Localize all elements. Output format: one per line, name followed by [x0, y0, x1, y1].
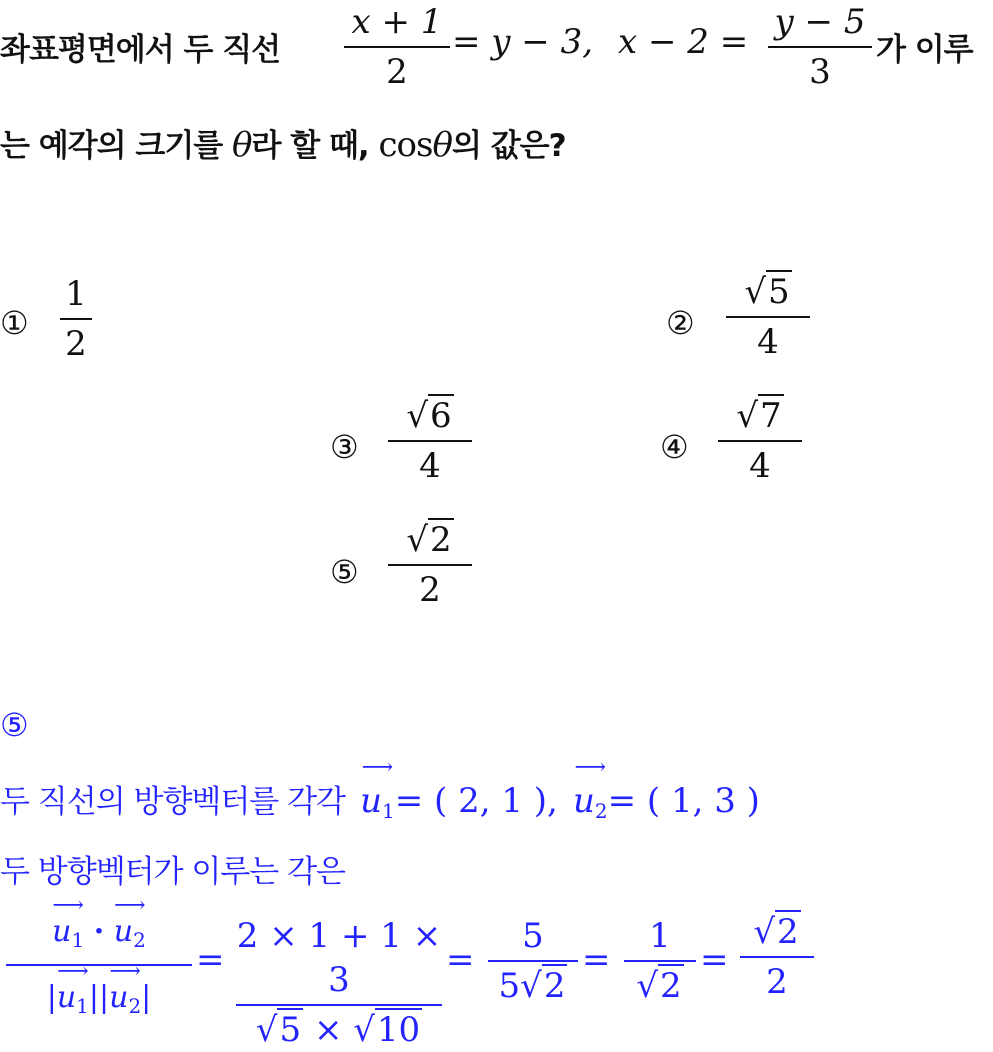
problem-line2-b: 라 할 때,: [251, 128, 369, 164]
fraction-bar: [344, 46, 450, 48]
fraction-denominator: 5√2: [498, 966, 566, 1006]
fraction-denominator: 4: [419, 446, 441, 486]
fraction-bar: [768, 46, 872, 48]
solution-fraction-5: [740, 910, 814, 1004]
solution-line2-text: 두 방향벡터가 이루는 각은: [0, 854, 345, 890]
fraction-denominator: 4: [749, 446, 771, 486]
solution-fraction-dot-product: [6, 893, 192, 1028]
solution-line1-text: 두 직선의 방향벡터를 각각: [0, 784, 345, 820]
choice-4-marker: ④: [660, 428, 689, 466]
theta-symbol: θ: [232, 125, 252, 165]
choice-1-marker: ①: [0, 304, 29, 342]
fraction-bar: [624, 960, 696, 962]
choice-4-fraction: [718, 394, 802, 488]
fraction-bar: [236, 1004, 442, 1006]
fraction-numerator: √2: [406, 520, 452, 560]
equals-sign: =: [446, 940, 475, 980]
equation-fraction-2: [768, 0, 872, 94]
problem-line2: [0, 120, 566, 165]
equation-rhs-1: = y − 3,: [452, 22, 594, 62]
vector-u1: ⟶ $u_1=$ ( 2, 1 ),: [360, 755, 558, 823]
fraction-numerator: √6: [406, 396, 452, 436]
equals-sign: =: [196, 940, 225, 980]
fraction-bar: [726, 316, 810, 318]
problem-line1-tail: 가 이루: [876, 32, 973, 68]
choice-2-fraction: [726, 270, 810, 364]
fraction-numerator: 2 × 1 + 1 × 3: [236, 916, 442, 1000]
solution-line1: [0, 755, 760, 823]
fraction-numerator: 1: [65, 274, 87, 314]
equals-sign: =: [700, 940, 729, 980]
solution-fraction-2: [236, 914, 442, 1052]
fraction-numerator: 5: [522, 916, 544, 956]
choice-3-marker: ③: [330, 428, 359, 466]
solution-fraction-3: [488, 914, 578, 1008]
problem-line1-text: 좌표평면에서 두 직선: [0, 32, 281, 68]
fraction-denominator: √5 × √10: [255, 1010, 421, 1050]
fraction-bar: [718, 440, 802, 442]
fraction-numerator: √2: [753, 912, 799, 952]
choice-2-marker: ②: [666, 304, 695, 342]
equals-sign: =: [582, 940, 611, 980]
fraction-numerator: √7: [736, 396, 782, 436]
vector-u2: ⟶ $u_2=$ ( 1, 3 ): [572, 755, 760, 823]
fraction-denominator: 2: [419, 570, 441, 610]
fraction-numerator: 1: [649, 916, 671, 956]
fraction-numerator: y − 5: [774, 2, 866, 42]
equation-lhs-2: x − 2 =: [618, 22, 749, 62]
choice-3-fraction: [388, 394, 472, 488]
fraction-denominator: 2: [65, 324, 87, 364]
choice-5-fraction: [388, 518, 472, 612]
problem-line2-a: 는 예각의 크기를: [0, 128, 223, 164]
choice-1-fraction: [60, 272, 92, 366]
fraction-bar: [388, 564, 472, 566]
fraction-denominator: 4: [757, 322, 779, 362]
choice-5-marker: ⑤: [330, 553, 359, 591]
fraction-bar: [488, 960, 578, 962]
answer-marker: ⑤: [0, 706, 29, 744]
fraction-bar: [60, 318, 92, 320]
fraction-denominator: 2: [386, 52, 408, 92]
fraction-denominator: 3: [809, 52, 831, 92]
fraction-denominator: √2: [636, 966, 682, 1006]
solution-fraction-4: [624, 914, 696, 1008]
problem-line2-c: 의 값은?: [451, 128, 566, 164]
fraction-numerator: ⟶ $u_1$ · ⟶ $u_2$: [52, 893, 146, 952]
fraction-denominator: 2: [766, 962, 788, 1002]
fraction-denominator: | ⟶ $u_1||$ ⟶ $u_2|$: [46, 959, 152, 1018]
fraction-bar: [740, 956, 814, 958]
fraction-numerator: √5: [744, 272, 790, 312]
fraction-bar: [6, 964, 192, 966]
equation-fraction-1: [344, 0, 450, 94]
fraction-bar: [388, 440, 472, 442]
cos-function: cosθ: [378, 125, 452, 165]
fraction-numerator: x + 1: [351, 2, 443, 42]
